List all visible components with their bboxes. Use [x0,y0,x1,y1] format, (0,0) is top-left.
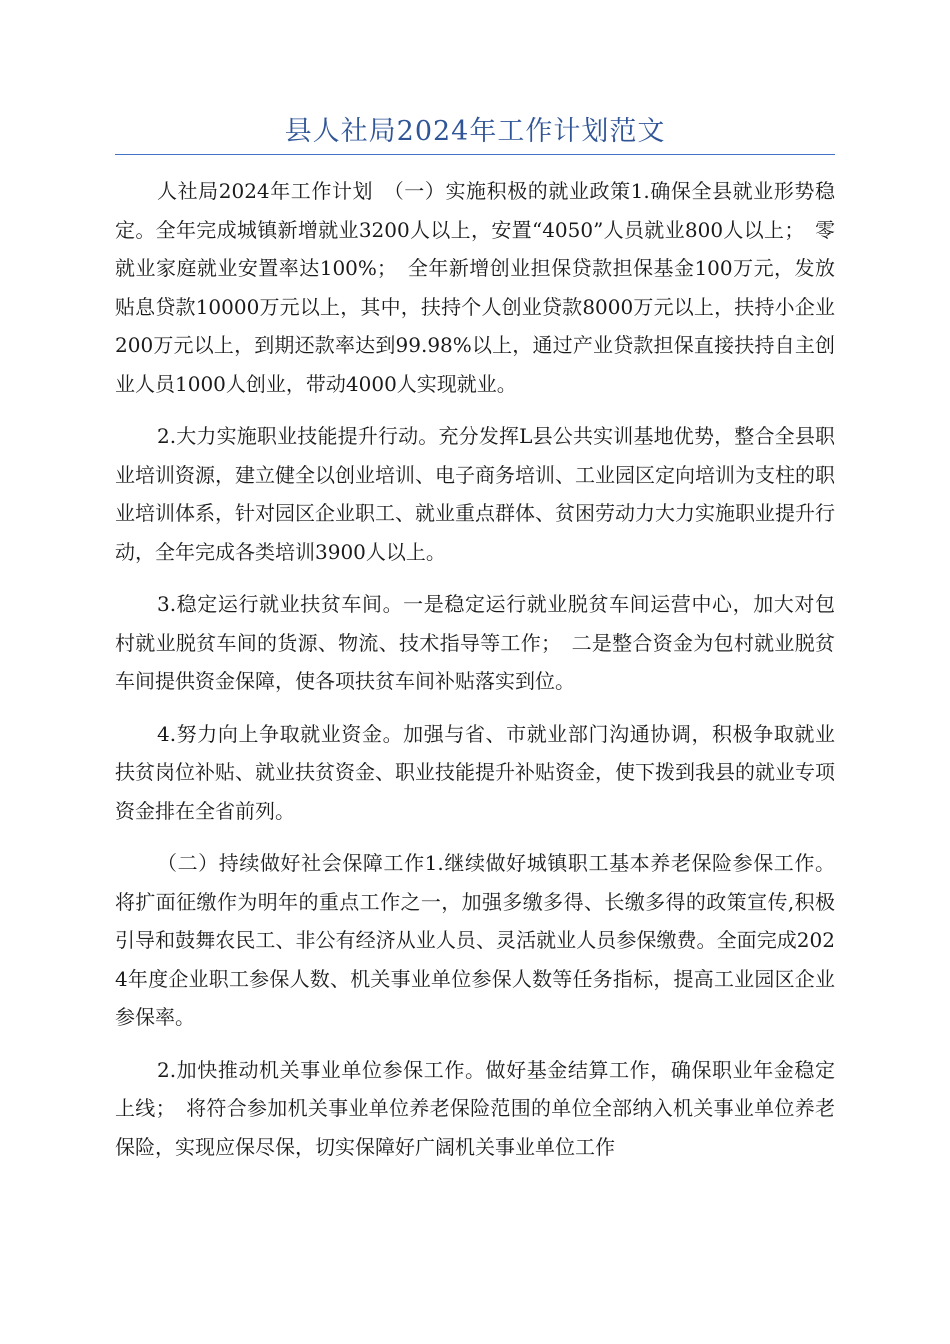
title-underline [115,154,835,155]
document-title: 县人社局2024年工作计划范文 [284,116,666,147]
paragraph-employment-policy: 人社局2024年工作计划 （一）实施积极的就业政策1.确保全县就业形势稳定。全年完成城镇新增就业3200人以上，安置“4050”人员就业800人以上； 零就业家庭就业安置率达100%； 全年新增创业担保贷款担保基金100万元，发放贴息贷款10000万元以上，其中，扶持个人创业贷款8000万元以上，扶持小企业200万元以上，到期还款率达到99.98%以上，通过产业贷款担保直接扶持自主创业人员1000人创业，带动4000人实现就业。 [115,179,835,396]
paragraph-skills-training: 2.大力实施职业技能提升行动。充分发挥L县公共实训基地优势，整合全县职业培训资源，建立健全以创业培训、电子商务培训、工业园区定向培训为支柱的职业培训体系，针对园区企业职工、就业重点群体、贫困劳动力大力实施职业提升行动，全年完成各类培训3900人以上。 [115,424,835,564]
paragraph-institution-insurance: 2.加快推动机关事业单位参保工作。做好基金结算工作，确保职业年金稳定上线； 将符合参加机关事业单位养老保险范围的单位全部纳入机关事业单位养老保险，实现应保尽保，切实保障好广阔机关事业单位工作 [115,1057,835,1159]
paragraph-social-security: （二）持续做好社会保障工作1.继续做好城镇职工基本养老保险参保工作。将扩面征缴作为明年的重点工作之一，加强多缴多得、长缴多得的政策宣传,积极引导和鼓舞农民工、非公有经济从业人员、灵活就业人员参保缴费。全面完成2024年度企业职工参保人数、机关事业单位参保人数等任务指标，提高工业园区企业参保率。 [115,851,835,1029]
document-body [115,172,835,1180]
paragraph-poverty-workshops: 3.稳定运行就业扶贫车间。一是稳定运行就业脱贫车间运营中心，加大对包村就业脱贫车间的货源、物流、技术指导等工作； 二是整合资金为包村就业脱贫车间提供资金保障，使各项扶贫车间补贴落实到位。 [115,592,835,693]
paragraph-employment-funds: 4.努力向上争取就业资金。加强与省、市就业部门沟通协调，积极争取就业扶贫岗位补贴、就业扶贫资金、职业技能提升补贴资金，使下拨到我县的就业专项资金排在全省前列。 [115,721,835,823]
